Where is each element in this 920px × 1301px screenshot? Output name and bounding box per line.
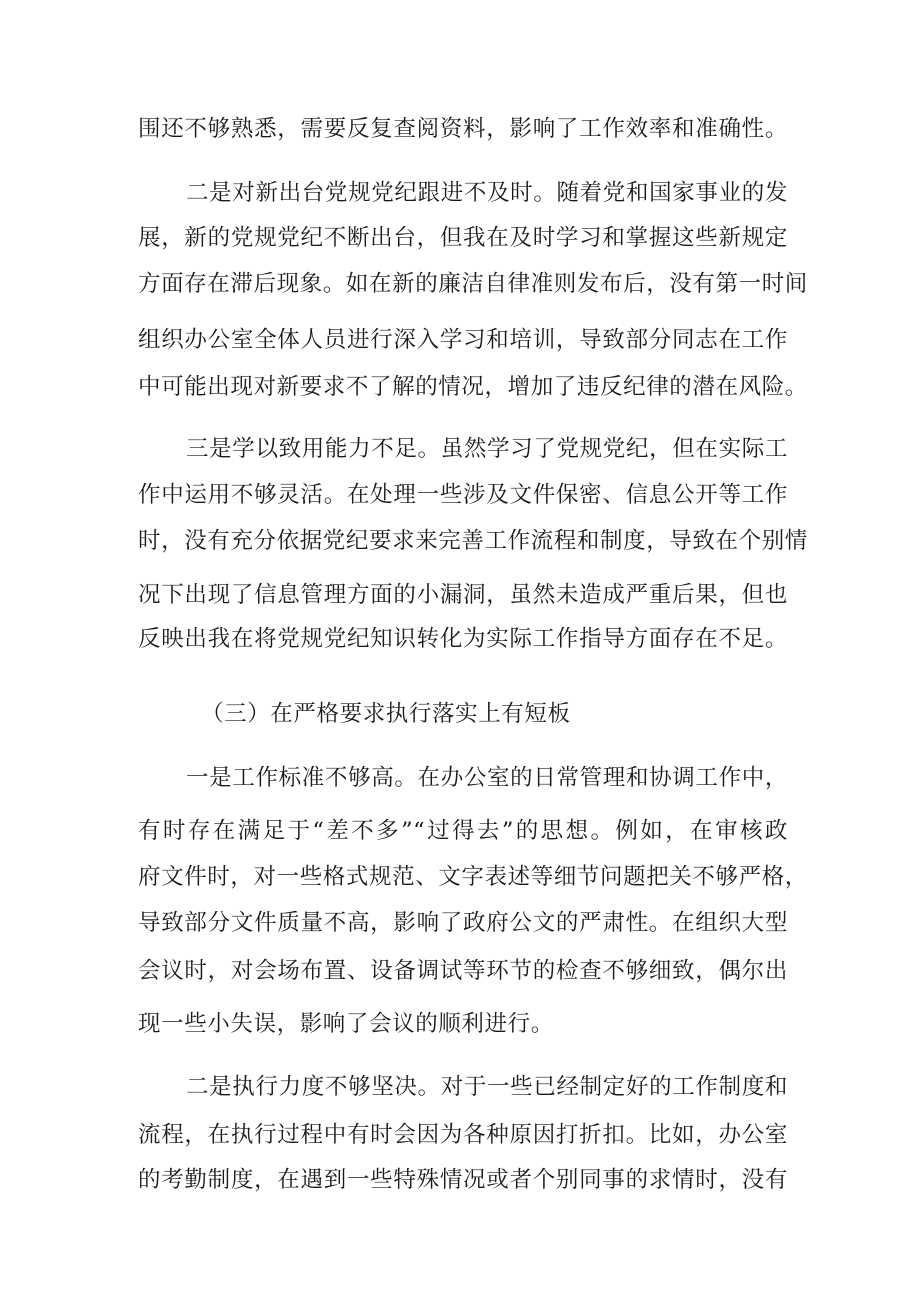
paragraph-line: 反映出我在将党规党纪知识转化为实际工作指导方面存在不足。 (138, 626, 788, 652)
paragraph-line: 三是学以致用能力不足。虽然学习了党规党纪，但在实际工 (186, 436, 788, 462)
paragraph-line: 有时存在满足于“差不多”“过得去”的思想。例如，在审核政 (138, 818, 788, 844)
paragraph-line: 组织办公室全体人员进行深入学习和培训，导致部分同志在工作 (138, 327, 788, 353)
paragraph-line: 会议时，对会场布置、设备调试等环节的检查不够细致，偶尔出 (138, 958, 788, 984)
paragraph-line: 现一些小失误，影响了会议的顺利进行。 (138, 1011, 554, 1037)
paragraph-line: 府文件时，对一些格式规范、文字表述等细节问题把关不够严格， (138, 864, 808, 890)
paragraph-line: 二是对新出台党规党纪跟进不及时。随着党和国家事业的发 (186, 180, 788, 206)
paragraph-line: 展，新的党规党纪不断出台，但我在及时学习和掌握这些新规定 (138, 225, 788, 251)
paragraph-line: 流程，在执行过程中有时会因为各种原因打折扣。比如，办公室 (138, 1122, 788, 1148)
paragraph-line: 导致部分文件质量不高，影响了政府公文的严肃性。在组织大型 (138, 910, 788, 936)
paragraph-line: 方面存在滞后现象。如在新的廉洁自律准则发布后，没有第一时间 (138, 271, 808, 297)
paragraph-line: 一是工作标准不够高。在办公室的日常管理和协调工作中， (186, 765, 788, 791)
paragraph-line: 况下出现了信息管理方面的小漏洞，虽然未造成严重后果，但也 (138, 582, 788, 608)
paragraph-line: 中可能出现对新要求不了解的情况，增加了违反纪律的潜在风险。 (138, 374, 808, 400)
paragraph-line: 作中运用不够灵活。在处理一些涉及文件保密、信息公开等工作 (138, 482, 788, 508)
paragraph-line: 围还不够熟悉，需要反复查阅资料，影响了工作效率和准确性。 (138, 116, 788, 142)
paragraph-line: 时，没有充分依据党纪要求来完善工作流程和制度，导致在个别情 (138, 528, 808, 554)
paragraph-line: 二是执行力度不够坚决。对于一些已经制定好的工作制度和 (186, 1074, 788, 1100)
section-heading: （三）在严格要求执行落实上有短板 (201, 701, 571, 727)
paragraph-line: 的考勤制度，在遇到一些特殊情况或者个别同事的求情时，没有 (138, 1167, 788, 1193)
